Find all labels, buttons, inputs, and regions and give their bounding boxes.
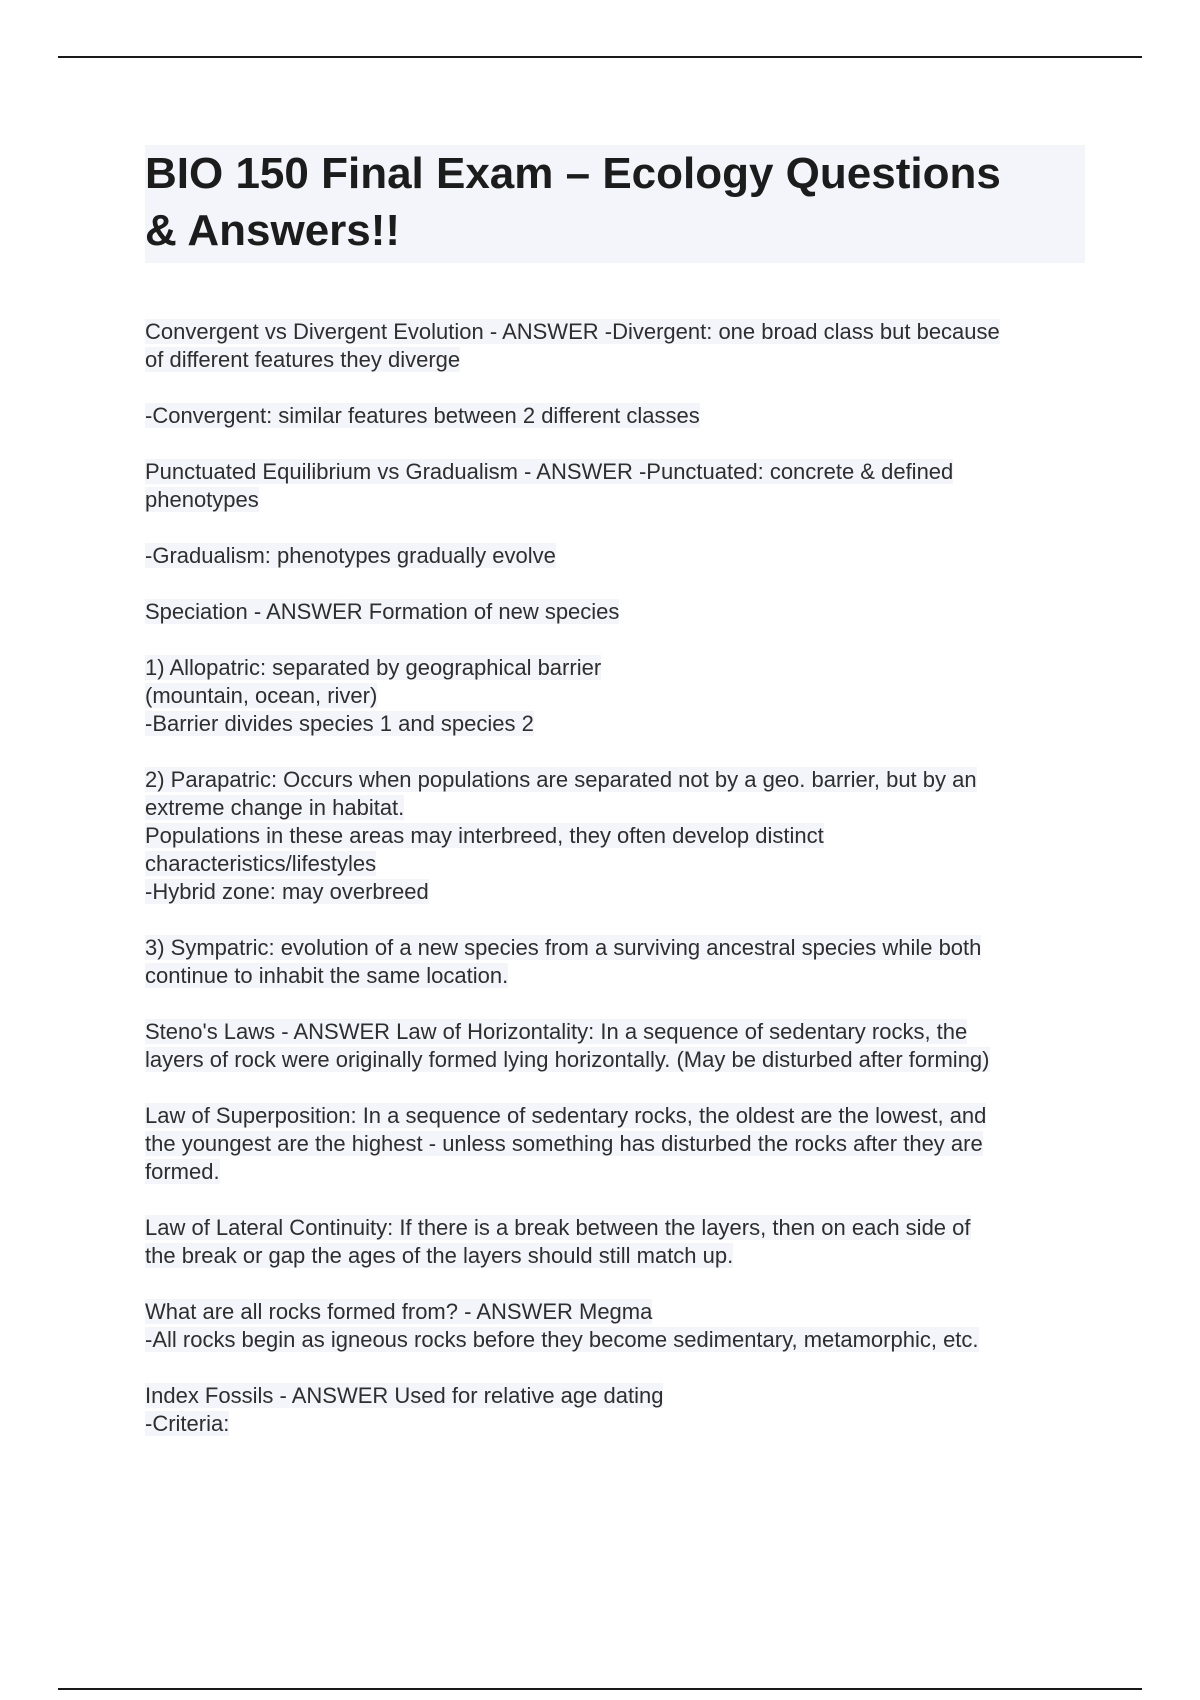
paragraph-text: What are all rocks formed from? - ANSWER Megma -All rocks begin as igneous rocks before they become sedimentary, metamorphic, etc. bbox=[145, 1299, 979, 1352]
paragraph bbox=[145, 598, 1085, 626]
paragraph-text: 2) Parapatric: Occurs when populations are separated not by a geo. barrier, but by an extreme change in habitat. Populations in these areas may interbreed, they often develop distinct characteristics/lifestyles -Hybrid zone: may overbreed bbox=[145, 767, 977, 904]
paragraph bbox=[145, 1298, 1085, 1354]
paragraph bbox=[145, 402, 1085, 430]
document-title: BIO 150 Final Exam – Ecology Questions & Answers!! bbox=[145, 145, 1085, 263]
paragraph bbox=[145, 1018, 1085, 1074]
paragraph bbox=[145, 766, 1085, 906]
paragraph bbox=[145, 1102, 1085, 1186]
paragraph-text: 3) Sympatric: evolution of a new species from a surviving ancestral species while both continue to inhabit the same location. bbox=[145, 935, 982, 988]
paragraph bbox=[145, 318, 1085, 374]
paragraph-text: -Convergent: similar features between 2 different classes bbox=[145, 403, 700, 428]
document-body bbox=[145, 145, 1085, 1466]
top-divider bbox=[58, 56, 1142, 58]
paragraph bbox=[145, 1382, 1085, 1438]
paragraph-text: Law of Superposition: In a sequence of sedentary rocks, the oldest are the lowest, and the youngest are the highest - unless something has disturbed the rocks after they are formed. bbox=[145, 1103, 987, 1184]
paragraph bbox=[145, 1214, 1085, 1270]
paragraph bbox=[145, 458, 1085, 514]
paragraph-text: Punctuated Equilibrium vs Gradualism - ANSWER -Punctuated: concrete & defined phenotypes bbox=[145, 459, 954, 512]
paragraph-text: -Gradualism: phenotypes gradually evolve bbox=[145, 543, 556, 568]
paragraph-text: Speciation - ANSWER Formation of new species bbox=[145, 599, 620, 624]
paragraph-text: Convergent vs Divergent Evolution - ANSWER -Divergent: one broad class but because of different features they diverge bbox=[145, 319, 1000, 372]
paragraph-text: 1) Allopatric: separated by geographical barrier (mountain, ocean, river) -Barrier divides species 1 and species 2 bbox=[145, 655, 602, 736]
paragraph bbox=[145, 542, 1085, 570]
paragraph-text: Law of Lateral Continuity: If there is a break between the layers, then on each side of the break or gap the ages of the layers should still match up. bbox=[145, 1215, 971, 1268]
paragraph-text: Index Fossils - ANSWER Used for relative age dating -Criteria: bbox=[145, 1383, 664, 1436]
bottom-divider bbox=[58, 1688, 1142, 1690]
paragraph bbox=[145, 934, 1085, 990]
paragraph-text: Steno's Laws - ANSWER Law of Horizontality: In a sequence of sedentary rocks, the layers of rock were originally formed lying horizontally. (May be disturbed after forming) bbox=[145, 1019, 990, 1072]
paragraph bbox=[145, 654, 1085, 738]
